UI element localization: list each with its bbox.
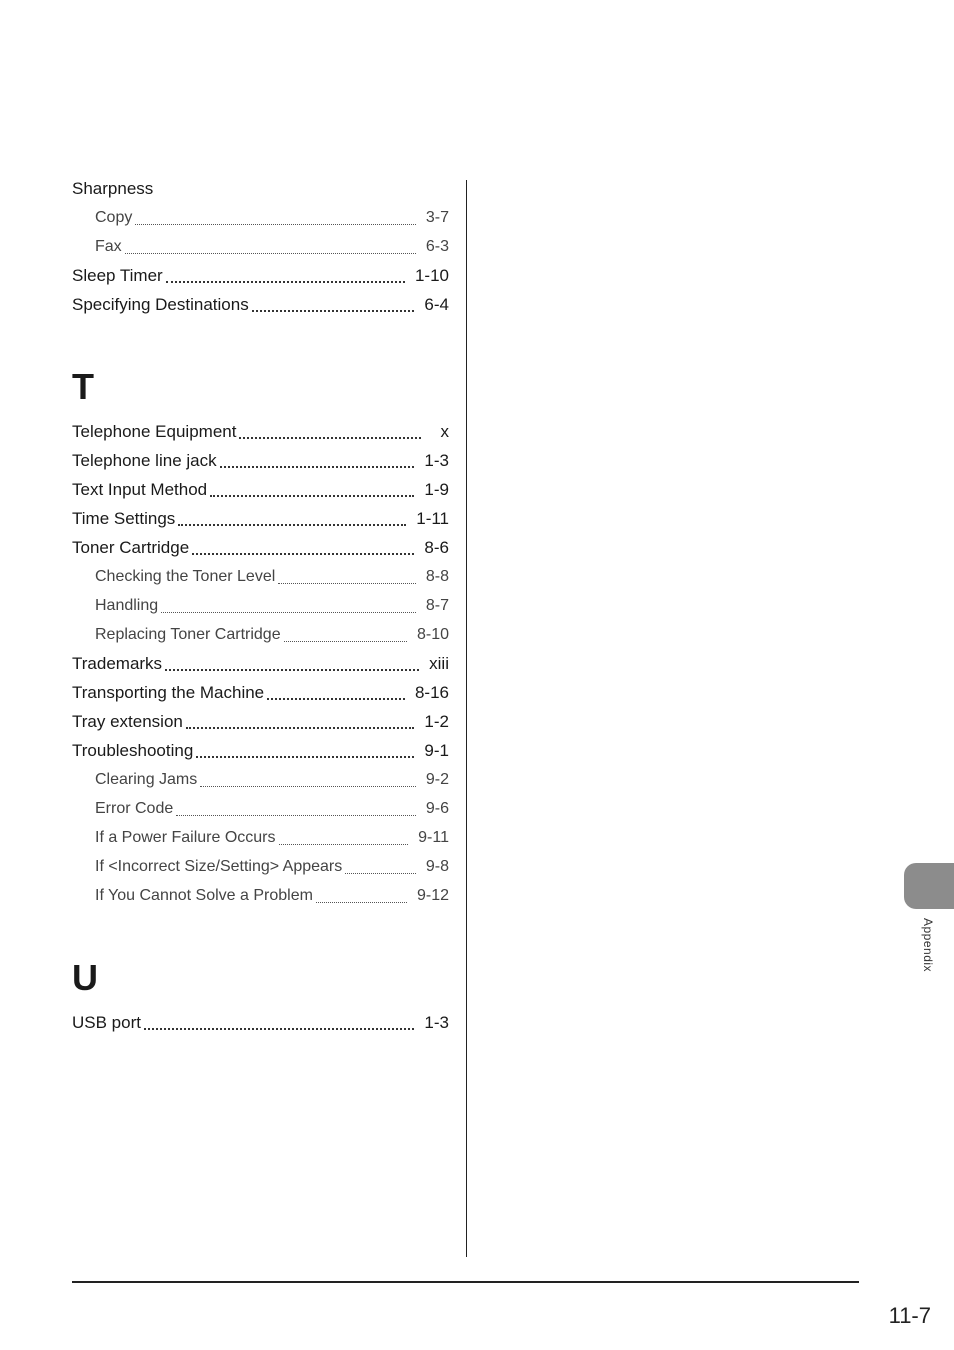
index-page-ref: 8-7 [425,597,449,614]
dot-leader [165,668,419,671]
dot-leader [284,640,407,642]
dot-leader [220,465,415,468]
index-entry [72,475,449,504]
dot-leader [345,872,416,874]
dot-leader [176,814,416,816]
dot-leader [210,494,414,497]
index-page-ref: 9-11 [418,829,449,846]
index-entry [72,533,449,562]
index-term: Troubleshooting [72,741,194,760]
index-term: Sleep Timer [72,266,163,285]
index-entry [72,261,449,290]
index-term: Telephone Equipment [72,422,237,441]
index-term: Clearing Jams [95,771,198,788]
index-page-ref: 8-10 [416,626,449,643]
index-page-ref: 6-3 [425,238,449,255]
index-entry [72,504,449,533]
index-page-ref: 1-9 [424,480,449,499]
index-term: Handling [95,597,159,614]
index-term: Fax [95,238,122,255]
index-page-ref: 1-3 [424,1013,449,1032]
index-page-ref: xiii [429,654,449,673]
index-subentry [72,232,449,261]
index-term: Tray extension [72,712,183,731]
index-subentry [72,562,449,591]
index-page-ref: 1-3 [424,451,449,470]
index-page-ref: 8-8 [425,568,449,585]
index-subentry [72,765,449,794]
index-term: USB port [72,1013,141,1032]
index-page-ref: 9-1 [424,741,449,760]
index-term: Telephone line jack [72,451,217,470]
index-column [72,174,449,1037]
index-subentry [72,823,449,852]
index-page-ref: 8-16 [414,683,449,702]
dot-leader [200,785,416,787]
index-subentry [72,881,449,910]
index-entry [72,1008,449,1037]
index-entry [72,290,449,319]
index-term: Copy [95,209,133,226]
index-term: Trademarks [72,654,163,673]
index-term: Sharpness [72,179,154,198]
dot-leader [166,280,405,283]
dot-leader [316,901,407,903]
index-term: If You Cannot Solve a Problem [95,887,313,904]
index-subentry [72,591,449,620]
section-letter: T [72,366,94,407]
dot-leader [135,223,416,225]
index-page-ref: 9-8 [425,858,449,875]
index-term: Toner Cartridge [72,538,190,557]
index-page-ref: 6-4 [424,295,449,314]
page-number: 11-7 [888,1303,931,1328]
index-page-ref: 3-7 [425,209,449,226]
dot-leader [196,755,414,758]
footer-rule [72,1281,859,1283]
index-page-ref: x [440,422,449,441]
dot-leader [239,436,421,439]
dot-leader [278,582,416,584]
index-term: If a Power Failure Occurs [95,829,276,846]
dot-leader [186,726,415,729]
index-entry [72,649,449,678]
column-divider [466,180,467,1257]
dot-leader [279,843,409,845]
dot-leader [161,611,416,613]
index-term: If <Incorrect Size/Setting> Appears [95,858,343,875]
index-entry [72,678,449,707]
dot-leader [144,1027,414,1030]
section-tab-label: Appendix [921,918,935,973]
index-term: Replacing Toner Cartridge [95,626,281,643]
index-page-ref: 9-6 [425,800,449,817]
dot-leader [252,309,415,312]
index-term: Error Code [95,800,174,817]
index-page-ref: 1-11 [416,509,449,528]
index-subentry [72,852,449,881]
index-entry [72,446,449,475]
index-term: Text Input Method [72,480,208,499]
dot-leader [178,523,406,526]
index-page-ref: 8-6 [424,538,449,557]
index-page-ref: 9-12 [416,887,449,904]
section-letter: U [72,957,98,998]
index-term: Checking the Toner Level [95,568,276,585]
index-subentry [72,794,449,823]
index-term: Specifying Destinations [72,295,249,314]
section-tab [904,863,954,909]
dot-leader [125,252,416,254]
index-entry [72,417,449,446]
index-entry [72,174,449,203]
index-subentry [72,203,449,232]
index-page-ref: 9-2 [425,771,449,788]
index-page-ref: 1-2 [424,712,449,731]
index-page-ref: 1-10 [414,266,449,285]
index-term: Time Settings [72,509,176,528]
index-entry [72,707,449,736]
index-entry [72,736,449,765]
dot-leader [267,697,405,700]
index-term: Transporting the Machine [72,683,265,702]
dot-leader [192,552,414,555]
index-subentry [72,620,449,649]
